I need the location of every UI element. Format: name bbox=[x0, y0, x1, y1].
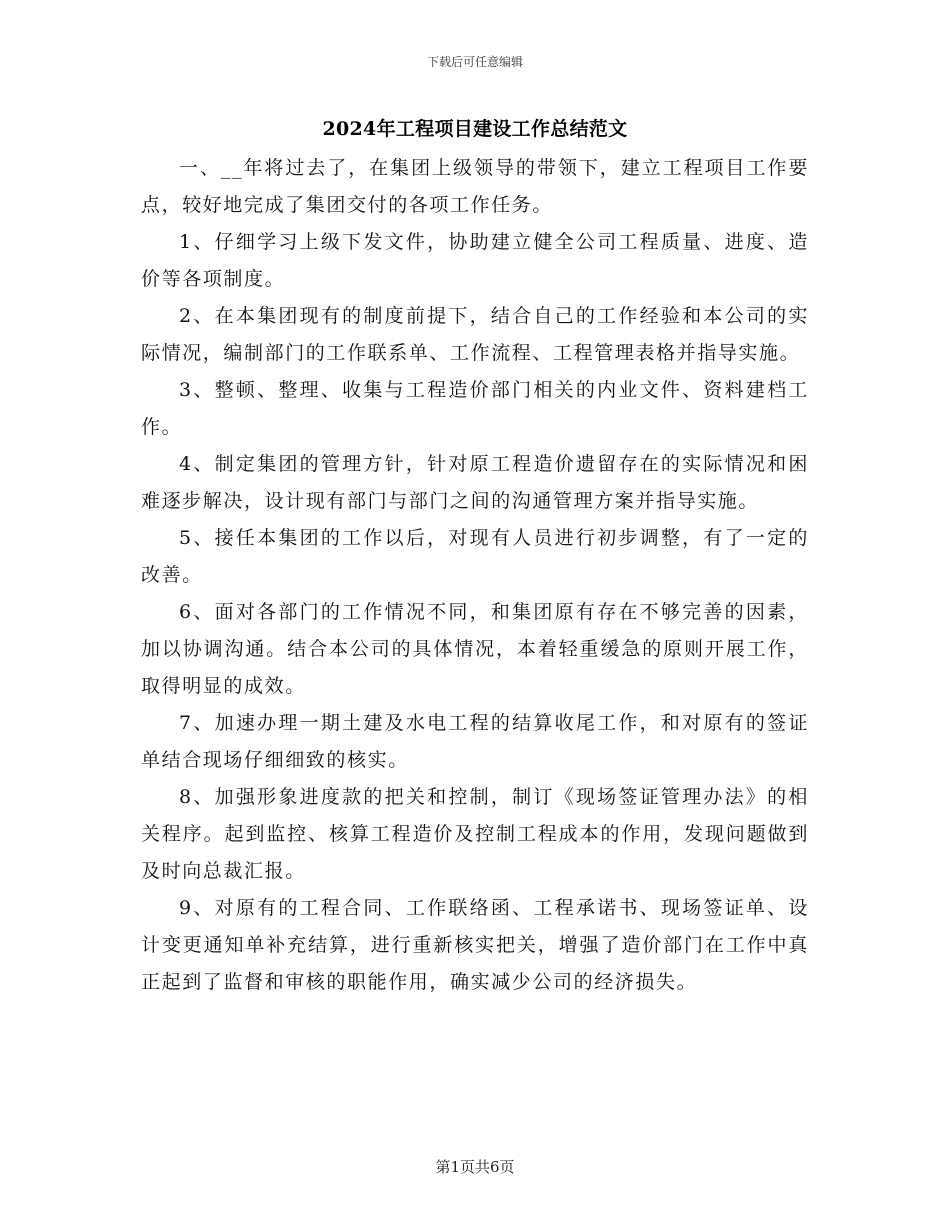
paragraph-intro: 一、__年将过去了，在集团上级领导的带领下，建立工程项目工作要点，较好地完成了集团交付的各项工作任务。 bbox=[141, 157, 809, 216]
paragraph-item-5: 5、接任本集团的工作以后，对现有人员进行初步调整，有了一定的改善。 bbox=[141, 527, 809, 586]
paragraph-item-7: 7、加速办理一期土建及水电工程的结算收尾工作，和对原有的签证单结合现场仔细细致的核实。 bbox=[141, 712, 809, 771]
paragraph-item-2: 2、在本集团现有的制度前提下，结合自己的工作经验和本公司的实际情况，编制部门的工作联系单、工作流程、工程管理表格并指导实施。 bbox=[141, 305, 809, 364]
paragraph-item-8: 8、加强形象进度款的把关和控制，制订《现场签证管理办法》的相关程序。起到监控、核算工程造价及控制工程成本的作用，发现问题做到及时向总裁汇报。 bbox=[141, 786, 809, 882]
document-body bbox=[141, 150, 809, 1001]
paragraph-item-6: 6、面对各部门的工作情况不同，和集团原有存在不够完善的因素，加以协调沟通。结合本公司的具体情况，本着轻重缓急的原则开展工作，取得明显的成效。 bbox=[141, 601, 809, 697]
paragraph-item-3: 3、整顿、整理、收集与工程造价部门相关的内业文件、资料建档工作。 bbox=[141, 379, 809, 438]
paragraph-item-9: 9、对原有的工程合同、工作联络函、工程承诺书、现场签证单、设计变更通知单补充结算，进行重新核实把关，增强了造价部门在工作中真正起到了监督和审核的职能作用，确实减少公司的经济损失。 bbox=[141, 897, 809, 993]
paragraph-item-1: 1、仔细学习上级下发文件，协助建立健全公司工程质量、进度、造价等各项制度。 bbox=[141, 231, 809, 290]
document-title: 2024年工程项目建设工作总结范文 bbox=[322, 118, 628, 140]
page-number: 第1页共6页 bbox=[435, 1158, 515, 1176]
page-header-note: 下载后可任意编辑 bbox=[426, 55, 523, 69]
paragraph-item-4: 4、制定集团的管理方针，针对原工程造价遗留存在的实际情况和困难逐步解决，设计现有部门与部门之间的沟通管理方案并指导实施。 bbox=[141, 453, 809, 512]
